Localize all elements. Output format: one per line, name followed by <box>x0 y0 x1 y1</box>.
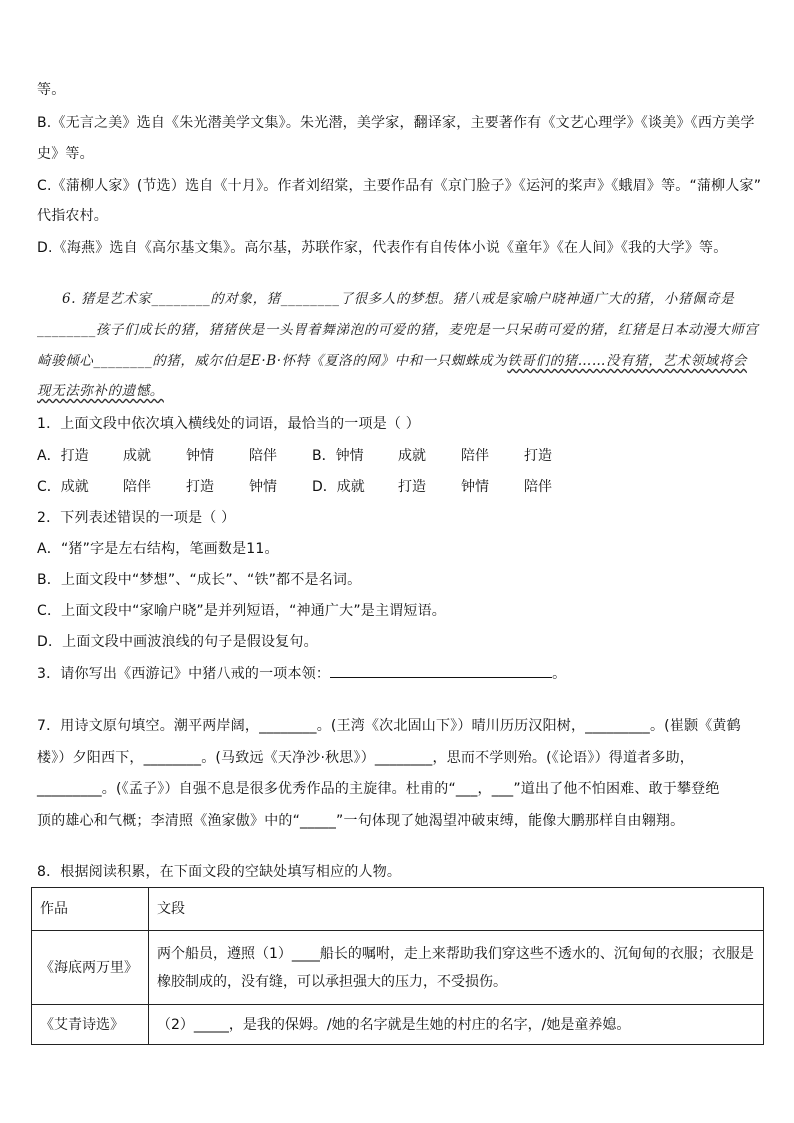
text-line: C.《蒲柳人家》(节选）选自《十月》。作者刘绍棠，主要作品有《京门脸子》《运河的桨声》《蛾眉》等。“蒲柳人家” <box>37 178 762 194</box>
work-cell: 《艾青诗选》 <box>32 1005 149 1045</box>
work-cell: 《海底两万里》 <box>32 931 149 1005</box>
option-text: 陪伴 <box>123 479 151 495</box>
text-line: 代指农村。 <box>37 208 108 224</box>
q6-passage-line-3 <box>37 351 747 371</box>
option-text: 成就 <box>398 448 426 464</box>
option-text: 陪伴 <box>249 448 277 464</box>
option-text: D．成就 <box>312 479 365 495</box>
option-text: 打造 <box>524 448 552 464</box>
answer-blank[interactable] <box>330 663 552 678</box>
text-line: B.《无言之美》选自《朱光潜美学文集》。朱光潜，美学家，翻译家，主要著作有《文艺心理学》《谈美》《西方美学 <box>37 115 755 131</box>
option-text: A．打造 <box>37 448 89 464</box>
table-row <box>32 1005 764 1045</box>
q7-line: 顶的雄心和气概；李清照《渔家傲》中的“_____”一句体现了她渴望冲破束缚，能像大鹏那样自由翱翔。 <box>37 813 685 829</box>
q6-3-stem: 3．请你写出《西游记》中猪八戒的一项本领： <box>37 666 331 682</box>
passage-cell <box>149 931 764 1005</box>
q6-2-option-d: D．上面文段中画波浪线的句子是假设复句。 <box>37 634 318 650</box>
passage-line: （2）_____，是我的保姆。/她的名字就是生她的村庄的名字，/她是童养媳。 <box>157 1016 631 1033</box>
q8-table <box>31 887 764 1045</box>
text-line: D.《海燕》选自《高尔基文集》。高尔基，苏联作家，代表作有自传体小说《童年》《在人间》《我的大学》等。 <box>37 240 728 256</box>
text-line: 史》等。 <box>37 146 94 162</box>
option-text: 打造 <box>186 479 214 495</box>
q6-2-option-a: A．“猪”字是左右结构，笔画数是11。 <box>37 541 279 557</box>
q6-passage-line-4 <box>37 381 164 401</box>
q7-line: _________。(《孟子》）自强不息是很多优秀作品的主旋律。杜甫的“___，___”道出了他不怕困难、敢于攀登绝 <box>37 781 720 797</box>
passage-line: 橡胶制成的，没有缝，可以承担强大的压力，不受损伤。 <box>157 973 507 990</box>
q6-2-option-b: B．上面文段中“梦想”、“成长”、“铁”都不是名词。 <box>37 572 362 588</box>
option-text: C．成就 <box>37 479 89 495</box>
option-text: 钟情 <box>249 479 277 495</box>
q6-3-end: 。 <box>552 666 567 682</box>
passage-cell <box>149 1005 764 1045</box>
q6-1-options-row-2 <box>37 477 552 497</box>
table-header-row <box>32 888 764 931</box>
q6-1-options-row-1 <box>37 446 552 466</box>
q6-passage-line-1: 6. 猪是艺术家________的对象，猪________了很多人的梦想。猪八戒是家喻户晓神通广大的猪，小猪佩奇是 <box>62 291 735 307</box>
q7-line: 楼》）夕阳西下，________。(马致远《天净沙·秋思》）________，思而不学则殆。(《论语》）得道者多助， <box>37 750 694 766</box>
q6-1-stem: 1．上面文段中依次填入横线处的词语，最恰当的一项是（ ） <box>37 416 420 432</box>
option-text: 陪伴 <box>461 448 489 464</box>
option-text: B．钟情 <box>312 448 364 464</box>
option-text: 陪伴 <box>524 479 552 495</box>
text-line: 等。 <box>37 82 66 98</box>
q8-stem: 8．根据阅读积累，在下面文段的空缺处填写相应的人物。 <box>37 864 402 880</box>
passage-line: 两个船员，遵照（1）____船长的嘱咐，走上来帮助我们穿这些不透水的、沉甸甸的衣服；衣服是 <box>157 945 754 962</box>
header-cell-work: 作品 <box>32 888 149 931</box>
option-text: 打造 <box>398 479 426 495</box>
q6-2-option-c: C．上面文段中“家喻户晓”是并列短语，“神通广大”是主谓短语。 <box>37 603 446 619</box>
wavy-underlined-sentence-end: 现无法弥补的遗憾。 <box>37 383 164 399</box>
q6-2-stem: 2．下列表述错误的一项是（ ） <box>37 510 236 526</box>
option-text: 成就 <box>123 448 151 464</box>
option-text: 钟情 <box>461 479 489 495</box>
option-text: 钟情 <box>186 448 214 464</box>
header-cell-passage: 文段 <box>149 888 764 931</box>
q6-3-line <box>37 663 566 684</box>
q6-passage-line-2: ________孩子们成长的猪，猪猪侠是一头胃着舞涕泡的可爱的猪，麦兜是一只呆萌可爱的猪，红猪是日本动漫大师宫 <box>37 322 759 338</box>
table-row <box>32 931 764 1005</box>
q7-line: 7．用诗文原句填空。潮平两岸阔，________。(王湾《次北固山下》）晴川历历汉阳树，_________。(崔颢《黄鹤 <box>37 718 741 734</box>
wavy-underlined-sentence: 铁哥们的猪……没有猪，艺术领域将会 <box>507 353 747 369</box>
q6-passage-line-3a: 崎骏倾心________的猪，威尔伯是E·B·怀特《夏洛的网》中和一只蜘蛛成为 <box>37 353 508 369</box>
